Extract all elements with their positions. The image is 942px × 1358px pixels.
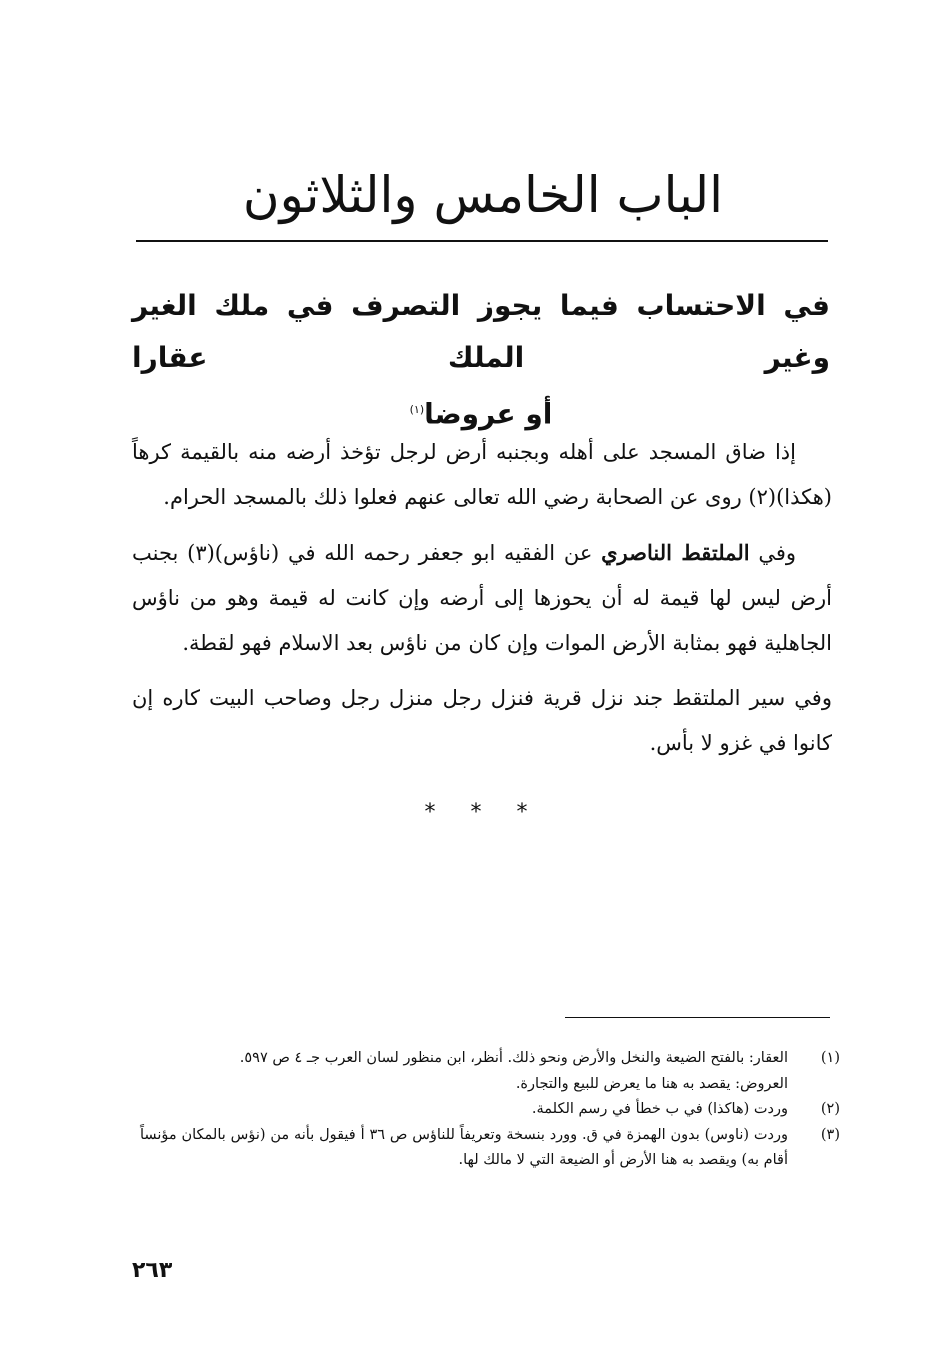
chapter-subtitle <box>132 280 830 440</box>
footnotes <box>140 1046 840 1174</box>
paragraph-2-rest: عن الفقيه ابو جعفر رحمه الله في (ناؤس)(٣) بجنب أرض ليس لها قيمة له أن يحوزها إلى أرضه وإن كانت له قيمة وهو من ناؤس الجاهلية فهو بمثابة الأرض الموات وإن كان من ناؤس بعد الاسلام فهو لقطة. <box>132 541 832 655</box>
footnote-2 <box>140 1097 840 1123</box>
footnote-number: (٢) <box>820 1101 840 1117</box>
footnote-1 <box>140 1046 840 1072</box>
footnote-text: العقار: بالفتح الضيعة والنخل والأرض ونحو ذلك. أنظر، ابن منظور لسان العرب جـ ٤ ص ٥٩٧. <box>239 1050 788 1066</box>
paragraph-2 <box>132 530 832 666</box>
footnote-3 <box>140 1123 840 1174</box>
footnote-text: وردت (ناوس) بدون الهمزة في ق. وورد بنسخة وتعريفاً للناؤس ص ٣٦ أ فيقول بأنه من (نؤس بالمكان مؤنساً أقام به) ويقصد به هنا الأرض أو الضيعة التي لا مالك لها. <box>140 1126 789 1168</box>
paragraph-2-prefix: وفي <box>758 541 796 565</box>
footnote-1-continuation: العروض: يقصد به هنا ما يعرض للبيع والتجارة. <box>515 1075 788 1092</box>
footnote-divider <box>565 1017 830 1018</box>
footnote-number: (٣) <box>820 1126 840 1143</box>
title-divider <box>136 240 828 242</box>
chapter-title: الباب الخامس والثلاثون <box>242 166 724 224</box>
paragraph-3: وفي سير الملتقط جند نزل قرية فنزل رجل منزل رجل وصاحب البيت كاره إن كانوا في غزو لا بأس. <box>132 686 832 755</box>
section-separator: * * * <box>424 800 542 825</box>
page-number: ٢٦٣ <box>132 1258 173 1283</box>
paragraph-2-term: الملتقط الناصري <box>601 540 750 565</box>
footnote-number: (١) <box>820 1050 840 1066</box>
subtitle-line-1: في الاحتساب فيما يجوز التصرف في ملك الغير وغير الملك عقارا <box>132 289 830 374</box>
subtitle-line-2-text: أو عروضا <box>424 397 553 431</box>
footnote-text: وردت (هاكذا) في ب خطأ في رسم الكلمة. <box>531 1101 788 1117</box>
body-text <box>132 430 832 766</box>
footnote-ref-1: (١) <box>409 403 425 416</box>
paragraph-1: إذا ضاق المسجد على أهله وبجنبه أرض لرجل تؤخذ أرضه منه بالقيمة كرهاً (هكذا)(٢) روى عن الصحابة رضي الله تعالى عنهم فعلوا ذلك بالمسجد الحرام. <box>132 440 832 509</box>
